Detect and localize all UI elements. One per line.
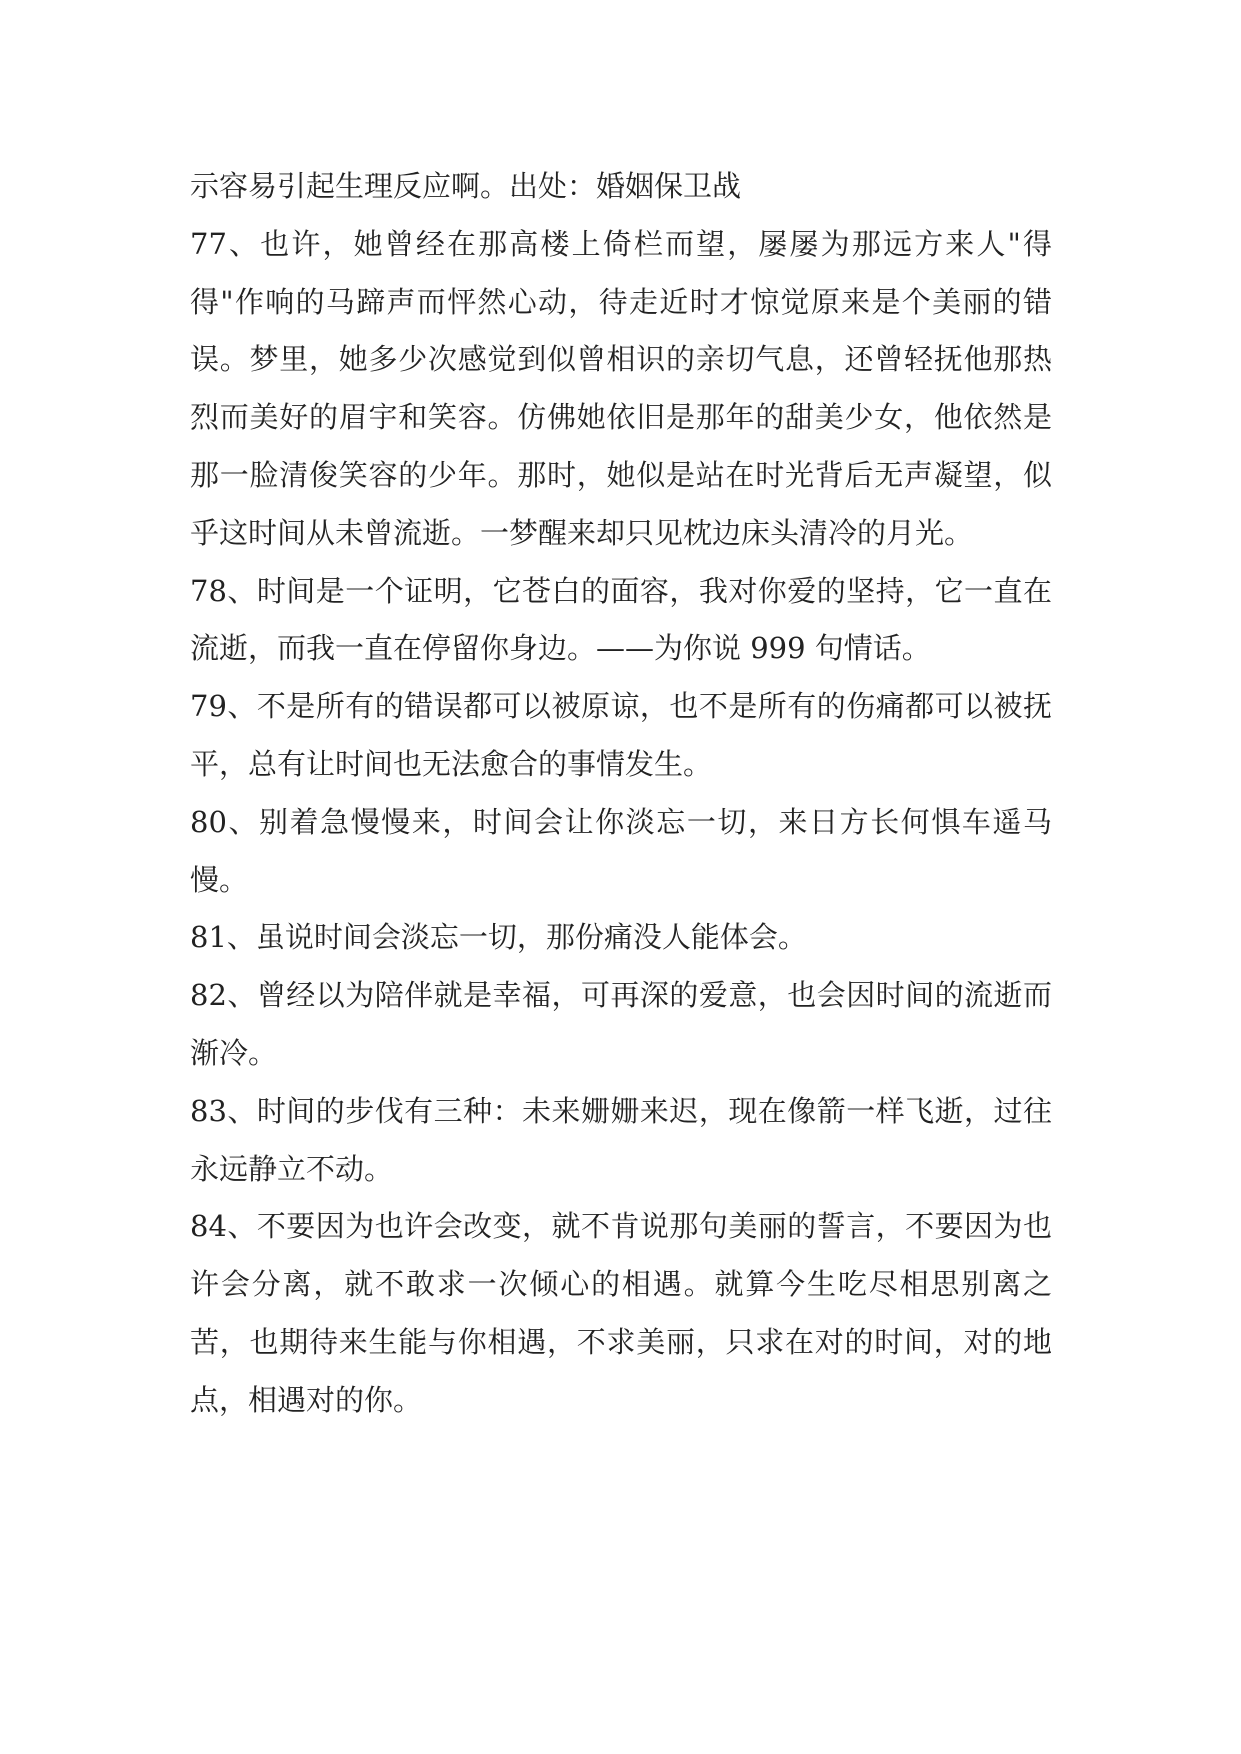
- paragraph-78: 78、时间是一个证明，它苍白的面容，我对你爱的坚持，它一直在流逝，而我一直在停留你身边。——为你说 999 句情话。: [190, 573, 1052, 666]
- paragraph-83: 83、时间的步伐有三种：未来姗姗来迟，现在像箭一样飞逝，过往永远静立不动。: [190, 1093, 1052, 1186]
- paragraph-84: 84、不要因为也许会改变，就不肯说那句美丽的誓言，不要因为也许会分离，就不敢求一次倾心的相遇。就算今生吃尽相思别离之苦，也期待来生能与你相遇，不求美丽，只求在对的时间，对的地点，相遇对的你。: [190, 1209, 1052, 1417]
- paragraph-80: 80、别着急慢慢来，时间会让你淡忘一切，来日方长何惧车遥马慢。: [190, 804, 1052, 897]
- paragraph-continuation: 示容易引起生理反应啊。出处：婚姻保卫战: [190, 169, 742, 203]
- paragraph-79: 79、不是所有的错误都可以被原谅，也不是所有的伤痛都可以被抚平，总有让时间也无法愈合的事情发生。: [190, 689, 1052, 781]
- body-text: [190, 158, 1052, 1430]
- paragraph-77: 77、也许，她曾经在那高楼上倚栏而望，屡屡为那远方来人"得得"作响的马蹄声而怦然心动，待走近时才惊觉原来是个美丽的错误。梦里，她多少次感觉到似曾相识的亲切气息，还曾轻抚他那热烈而美好的眉宇和笑容。仿佛她依旧是那年的甜美少女，他依然是那一脸清俊笑容的少年。那时，她似是站在时光背后无声凝望，似乎这时间从未曾流逝。一梦醒来却只见枕边床头清冷的月光。: [190, 226, 1052, 550]
- paragraph-81: 81、虽说时间会淡忘一切，那份痛没人能体会。: [190, 920, 807, 955]
- paragraph-82: 82、曾经以为陪伴就是幸福，可再深的爱意，也会因时间的流逝而渐冷。: [190, 978, 1052, 1070]
